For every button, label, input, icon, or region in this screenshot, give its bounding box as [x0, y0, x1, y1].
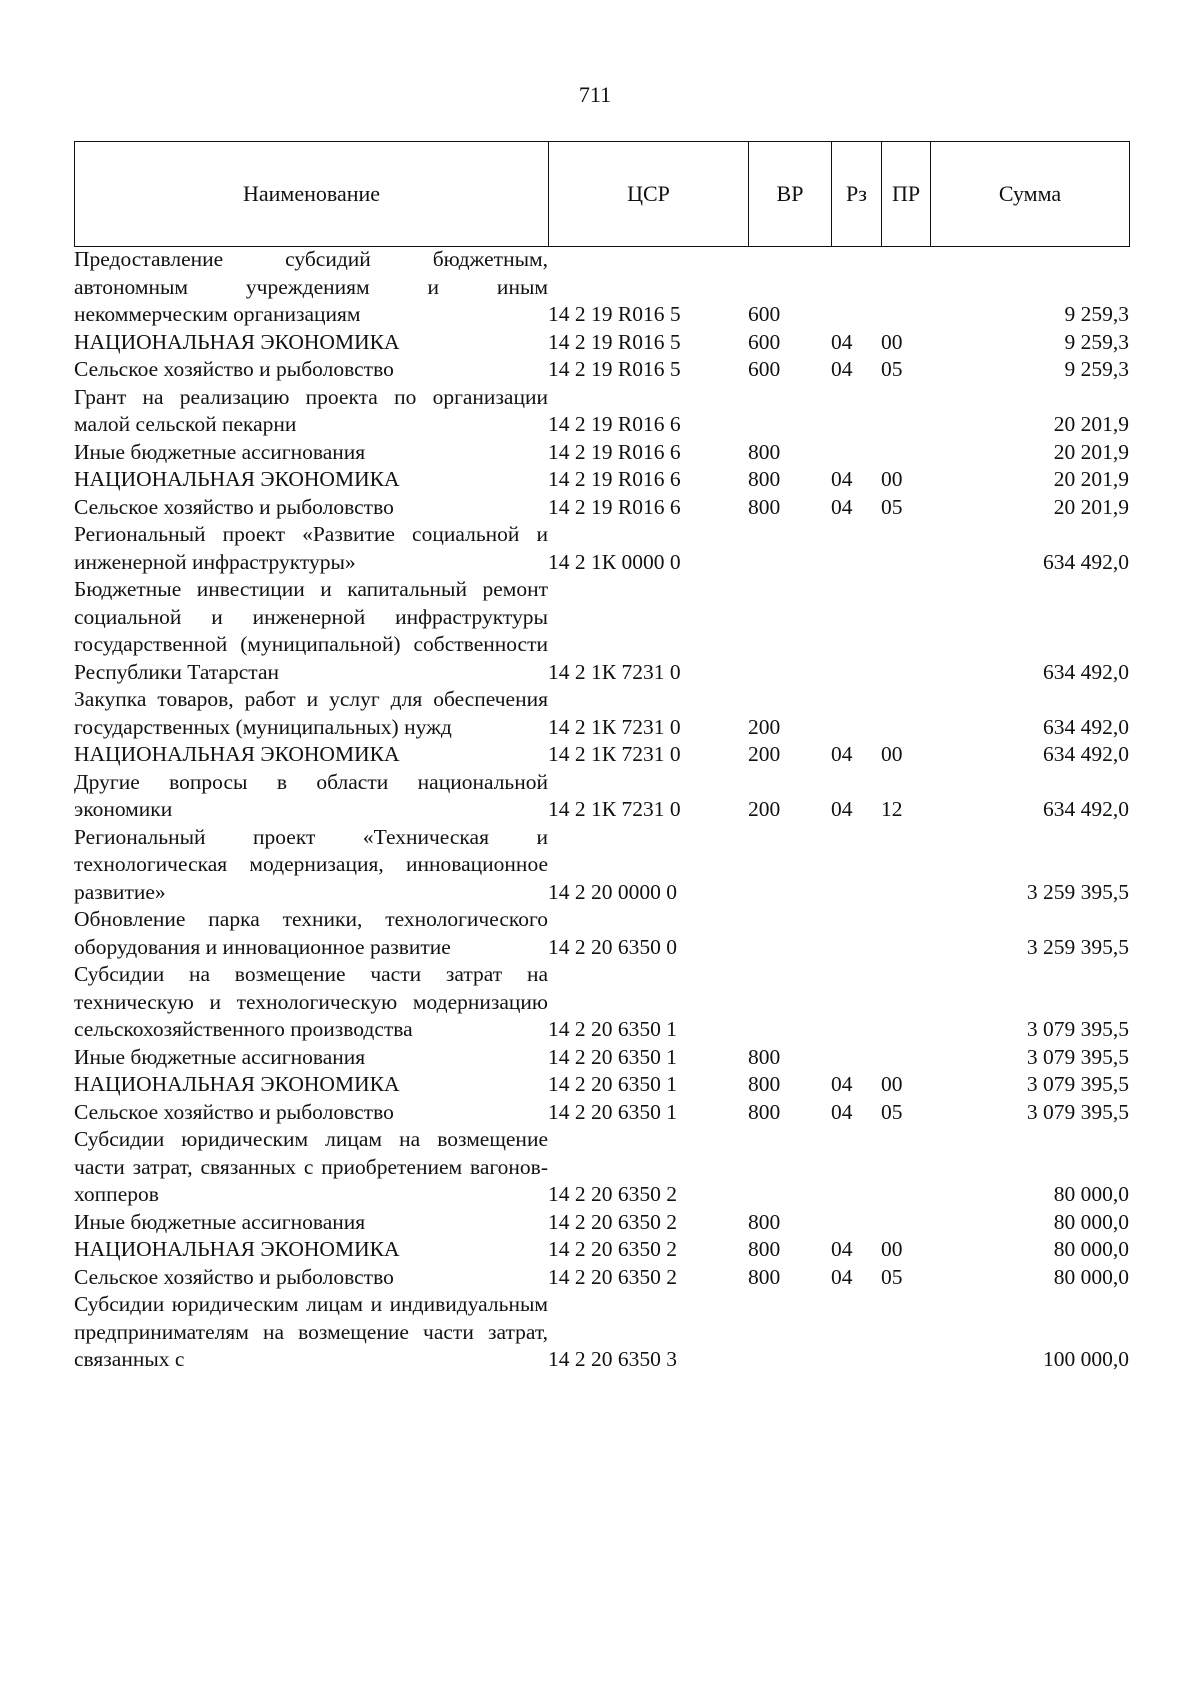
cell-rz: 04 — [831, 1237, 853, 1261]
cell-name: НАЦИОНАЛЬНАЯ ЭКОНОМИКА — [74, 329, 400, 354]
cell-vr: 800 — [748, 1099, 781, 1124]
cell-vr — [748, 961, 831, 1044]
cell-name: Иные бюджетные ассигнования — [74, 1209, 366, 1234]
cell-sum: 3 259 395,5 — [1026, 934, 1129, 959]
cell-pr — [881, 576, 930, 686]
cell-csr: 14 2 20 6350 2 — [548, 1264, 677, 1289]
cell-vr — [748, 1291, 831, 1374]
column-header-rz: Рз — [832, 142, 882, 247]
table-row — [74, 356, 1129, 384]
table-header — [74, 141, 1130, 247]
cell-pr — [881, 439, 930, 467]
cell-sum: 20 201,9 — [1053, 494, 1129, 519]
cell-vr: 800 — [748, 494, 781, 519]
table-row — [74, 961, 1129, 1044]
cell-name: Грант на реализацию проекта по организации малой сельской пекарни — [74, 384, 548, 436]
cell-sum: 80 000,0 — [1053, 1264, 1129, 1289]
budget-table — [74, 246, 1129, 1374]
cell-vr — [748, 824, 831, 907]
cell-vr: 800 — [748, 1264, 781, 1289]
cell-csr: 14 2 20 6350 1 — [548, 1072, 677, 1096]
cell-csr: 14 2 19 R016 6 — [548, 494, 681, 519]
table-row — [74, 1099, 1129, 1127]
cell-sum: 634 492,0 — [1043, 659, 1129, 684]
cell-csr: 14 2 19 R016 6 — [548, 439, 681, 464]
table-row — [74, 741, 1129, 769]
cell-vr: 800 — [748, 467, 781, 491]
cell-rz — [831, 384, 881, 439]
cell-vr: 200 — [748, 742, 781, 766]
cell-pr: 05 — [881, 494, 903, 519]
cell-sum: 3 079 395,5 — [1026, 1017, 1129, 1041]
cell-csr: 14 2 1К 7231 0 — [548, 659, 681, 684]
table-row — [74, 1264, 1129, 1292]
cell-pr — [881, 1209, 930, 1237]
column-header-csr: ЦСР — [549, 142, 749, 247]
cell-csr: 14 2 20 0000 0 — [548, 879, 677, 904]
cell-csr: 14 2 1К 7231 0 — [548, 714, 681, 739]
cell-sum: 20 201,9 — [1053, 467, 1129, 491]
cell-vr — [748, 576, 831, 686]
cell-name: Региональный проект «Техническая и технологическая модернизация, инновационное развитие» — [74, 824, 548, 904]
cell-csr: 14 2 19 R016 6 — [548, 412, 681, 436]
cell-name: Обновление парка техники, технологического оборудования и инновационное развитие — [74, 907, 548, 959]
cell-pr: 05 — [881, 1099, 903, 1124]
cell-vr: 200 — [748, 714, 781, 739]
cell-csr: 14 2 20 6350 1 — [548, 1044, 677, 1069]
cell-pr — [881, 686, 930, 741]
cell-pr: 00 — [881, 1237, 903, 1261]
cell-rz: 04 — [831, 1099, 853, 1124]
cell-name: Сельское хозяйство и рыболовство — [74, 357, 394, 381]
cell-rz — [831, 961, 881, 1044]
cell-rz — [831, 824, 881, 907]
table-row — [74, 769, 1129, 824]
cell-rz — [831, 246, 881, 329]
cell-name: Сельское хозяйство и рыболовство — [74, 1264, 394, 1289]
cell-pr: 05 — [881, 1264, 903, 1289]
page-number: 711 — [578, 82, 612, 107]
cell-vr: 800 — [748, 1044, 781, 1069]
cell-sum: 20 201,9 — [1053, 412, 1129, 436]
table-row — [74, 494, 1129, 522]
table-row — [74, 1236, 1129, 1264]
cell-rz — [831, 576, 881, 686]
table-row — [74, 246, 1129, 329]
cell-sum: 80 000,0 — [1053, 1209, 1129, 1234]
cell-vr: 800 — [748, 1209, 781, 1234]
cell-pr — [881, 1126, 930, 1209]
cell-rz — [831, 1044, 881, 1072]
cell-pr — [881, 824, 930, 907]
cell-rz: 04 — [831, 1264, 853, 1289]
cell-csr: 14 2 1К 7231 0 — [548, 797, 681, 821]
cell-sum: 3 079 395,5 — [1026, 1072, 1129, 1096]
cell-name: Сельское хозяйство и рыболовство — [74, 494, 394, 519]
cell-name: НАЦИОНАЛЬНАЯ ЭКОНОМИКА — [74, 742, 400, 766]
table-row — [74, 576, 1129, 686]
cell-pr: 00 — [881, 1072, 903, 1096]
cell-csr: 14 2 19 R016 5 — [548, 302, 681, 326]
cell-pr — [881, 246, 930, 329]
cell-rz: 04 — [831, 357, 853, 381]
cell-vr — [748, 1126, 831, 1209]
cell-vr: 200 — [748, 797, 781, 821]
column-header-vr: ВР — [749, 142, 832, 247]
cell-sum: 9 259,3 — [1064, 302, 1129, 326]
table-row — [74, 384, 1129, 439]
cell-rz — [831, 906, 881, 961]
cell-pr: 00 — [881, 467, 903, 491]
cell-csr: 14 2 20 6350 0 — [548, 934, 677, 959]
cell-rz: 04 — [831, 494, 853, 519]
cell-rz — [831, 521, 881, 576]
cell-sum: 634 492,0 — [1043, 797, 1129, 821]
table-row — [74, 521, 1129, 576]
cell-name: Иные бюджетные ассигнования — [74, 439, 366, 464]
table-row — [74, 1044, 1129, 1072]
cell-vr: 800 — [748, 439, 781, 464]
cell-name: Бюджетные инвестиции и капитальный ремонт социальной и инженерной инфраструктуры государственной (муниципальной) собственности Республики Татарстан — [74, 577, 548, 684]
cell-pr: 00 — [881, 742, 903, 766]
cell-sum: 634 492,0 — [1043, 742, 1129, 766]
cell-sum: 80 000,0 — [1053, 1237, 1129, 1261]
cell-vr: 600 — [748, 329, 781, 354]
cell-rz — [831, 1291, 881, 1374]
cell-name: Предоставление субсидий бюджетным, автономным учреждениям и иным некоммерческим организациям — [74, 247, 548, 326]
cell-pr: 00 — [881, 329, 903, 354]
cell-rz: 04 — [831, 329, 853, 354]
cell-name: НАЦИОНАЛЬНАЯ ЭКОНОМИКА — [74, 1072, 400, 1096]
cell-name: НАЦИОНАЛЬНАЯ ЭКОНОМИКА — [74, 467, 400, 491]
cell-csr: 14 2 1К 7231 0 — [548, 742, 681, 766]
cell-rz: 04 — [831, 797, 853, 821]
cell-sum: 80 000,0 — [1053, 1182, 1129, 1206]
cell-rz — [831, 1209, 881, 1237]
cell-vr: 600 — [748, 302, 781, 326]
cell-name: Закупка товаров, работ и услуг для обеспечения государственных (муниципальных) нужд — [74, 687, 548, 739]
table-row — [74, 1126, 1129, 1209]
cell-pr — [881, 1291, 930, 1374]
table-row — [74, 466, 1129, 494]
cell-pr — [881, 521, 930, 576]
cell-sum: 634 492,0 — [1043, 714, 1129, 739]
cell-vr — [748, 521, 831, 576]
cell-pr — [881, 1044, 930, 1072]
cell-rz: 04 — [831, 467, 853, 491]
column-header-pr: ПР — [882, 142, 931, 247]
cell-vr: 600 — [748, 357, 781, 381]
table-row — [74, 906, 1129, 961]
cell-name: Субсидии юридическим лицам и индивидуальным предпринимателям на возмещение части затрат, связанных с — [74, 1292, 548, 1371]
cell-csr: 14 2 19 R016 6 — [548, 467, 681, 491]
cell-rz: 04 — [831, 742, 853, 766]
cell-rz — [831, 439, 881, 467]
table-row — [74, 686, 1129, 741]
cell-csr: 14 2 20 6350 2 — [548, 1182, 677, 1206]
cell-sum: 3 079 395,5 — [1026, 1044, 1129, 1069]
cell-pr — [881, 961, 930, 1044]
cell-csr: 14 2 20 6350 1 — [548, 1017, 677, 1041]
cell-vr — [748, 906, 831, 961]
cell-sum: 100 000,0 — [1043, 1347, 1129, 1371]
cell-csr: 14 2 20 6350 2 — [548, 1209, 677, 1234]
cell-name: НАЦИОНАЛЬНАЯ ЭКОНОМИКА — [74, 1237, 400, 1261]
column-header-sum: Сумма — [931, 142, 1130, 247]
cell-name: Другие вопросы в области национальной экономики — [74, 769, 548, 821]
cell-name: Региональный проект «Развитие социальной и инженерной инфраструктуры» — [74, 522, 548, 574]
cell-vr — [748, 384, 831, 439]
table-row — [74, 439, 1129, 467]
cell-name: Субсидии юридическим лицам на возмещение части затрат, связанных с приобретением вагонов-хопперов — [74, 1127, 548, 1206]
table-row — [74, 1071, 1129, 1099]
cell-csr: 14 2 19 R016 5 — [548, 329, 681, 354]
cell-vr: 800 — [748, 1072, 781, 1096]
cell-pr: 05 — [881, 357, 903, 381]
cell-pr — [881, 906, 930, 961]
table-row — [74, 329, 1129, 357]
cell-sum: 20 201,9 — [1053, 439, 1129, 464]
cell-sum: 3 079 395,5 — [1026, 1099, 1129, 1124]
cell-name: Иные бюджетные ассигнования — [74, 1044, 366, 1069]
cell-vr: 800 — [748, 1237, 781, 1261]
cell-name: Субсидии на возмещение части затрат на техническую и технологическую модернизацию сельскохозяйственного производства — [74, 962, 548, 1041]
cell-csr: 14 2 20 6350 3 — [548, 1347, 677, 1371]
cell-pr: 12 — [881, 797, 903, 821]
cell-pr — [881, 384, 930, 439]
cell-sum: 9 259,3 — [1064, 329, 1129, 354]
cell-rz — [831, 686, 881, 741]
cell-sum: 3 259 395,5 — [1026, 879, 1129, 904]
table-row — [74, 1291, 1129, 1374]
cell-csr: 14 2 20 6350 1 — [548, 1099, 677, 1124]
cell-csr: 14 2 19 R016 5 — [548, 357, 681, 381]
cell-rz: 04 — [831, 1072, 853, 1096]
cell-csr: 14 2 20 6350 2 — [548, 1237, 677, 1261]
column-header-name: Наименование — [75, 142, 549, 247]
cell-sum: 634 492,0 — [1043, 549, 1129, 574]
cell-rz — [831, 1126, 881, 1209]
cell-name: Сельское хозяйство и рыболовство — [74, 1099, 394, 1124]
cell-csr: 14 2 1К 0000 0 — [548, 549, 681, 574]
table-row — [74, 1209, 1129, 1237]
cell-sum: 9 259,3 — [1064, 357, 1129, 381]
table-row — [74, 824, 1129, 907]
